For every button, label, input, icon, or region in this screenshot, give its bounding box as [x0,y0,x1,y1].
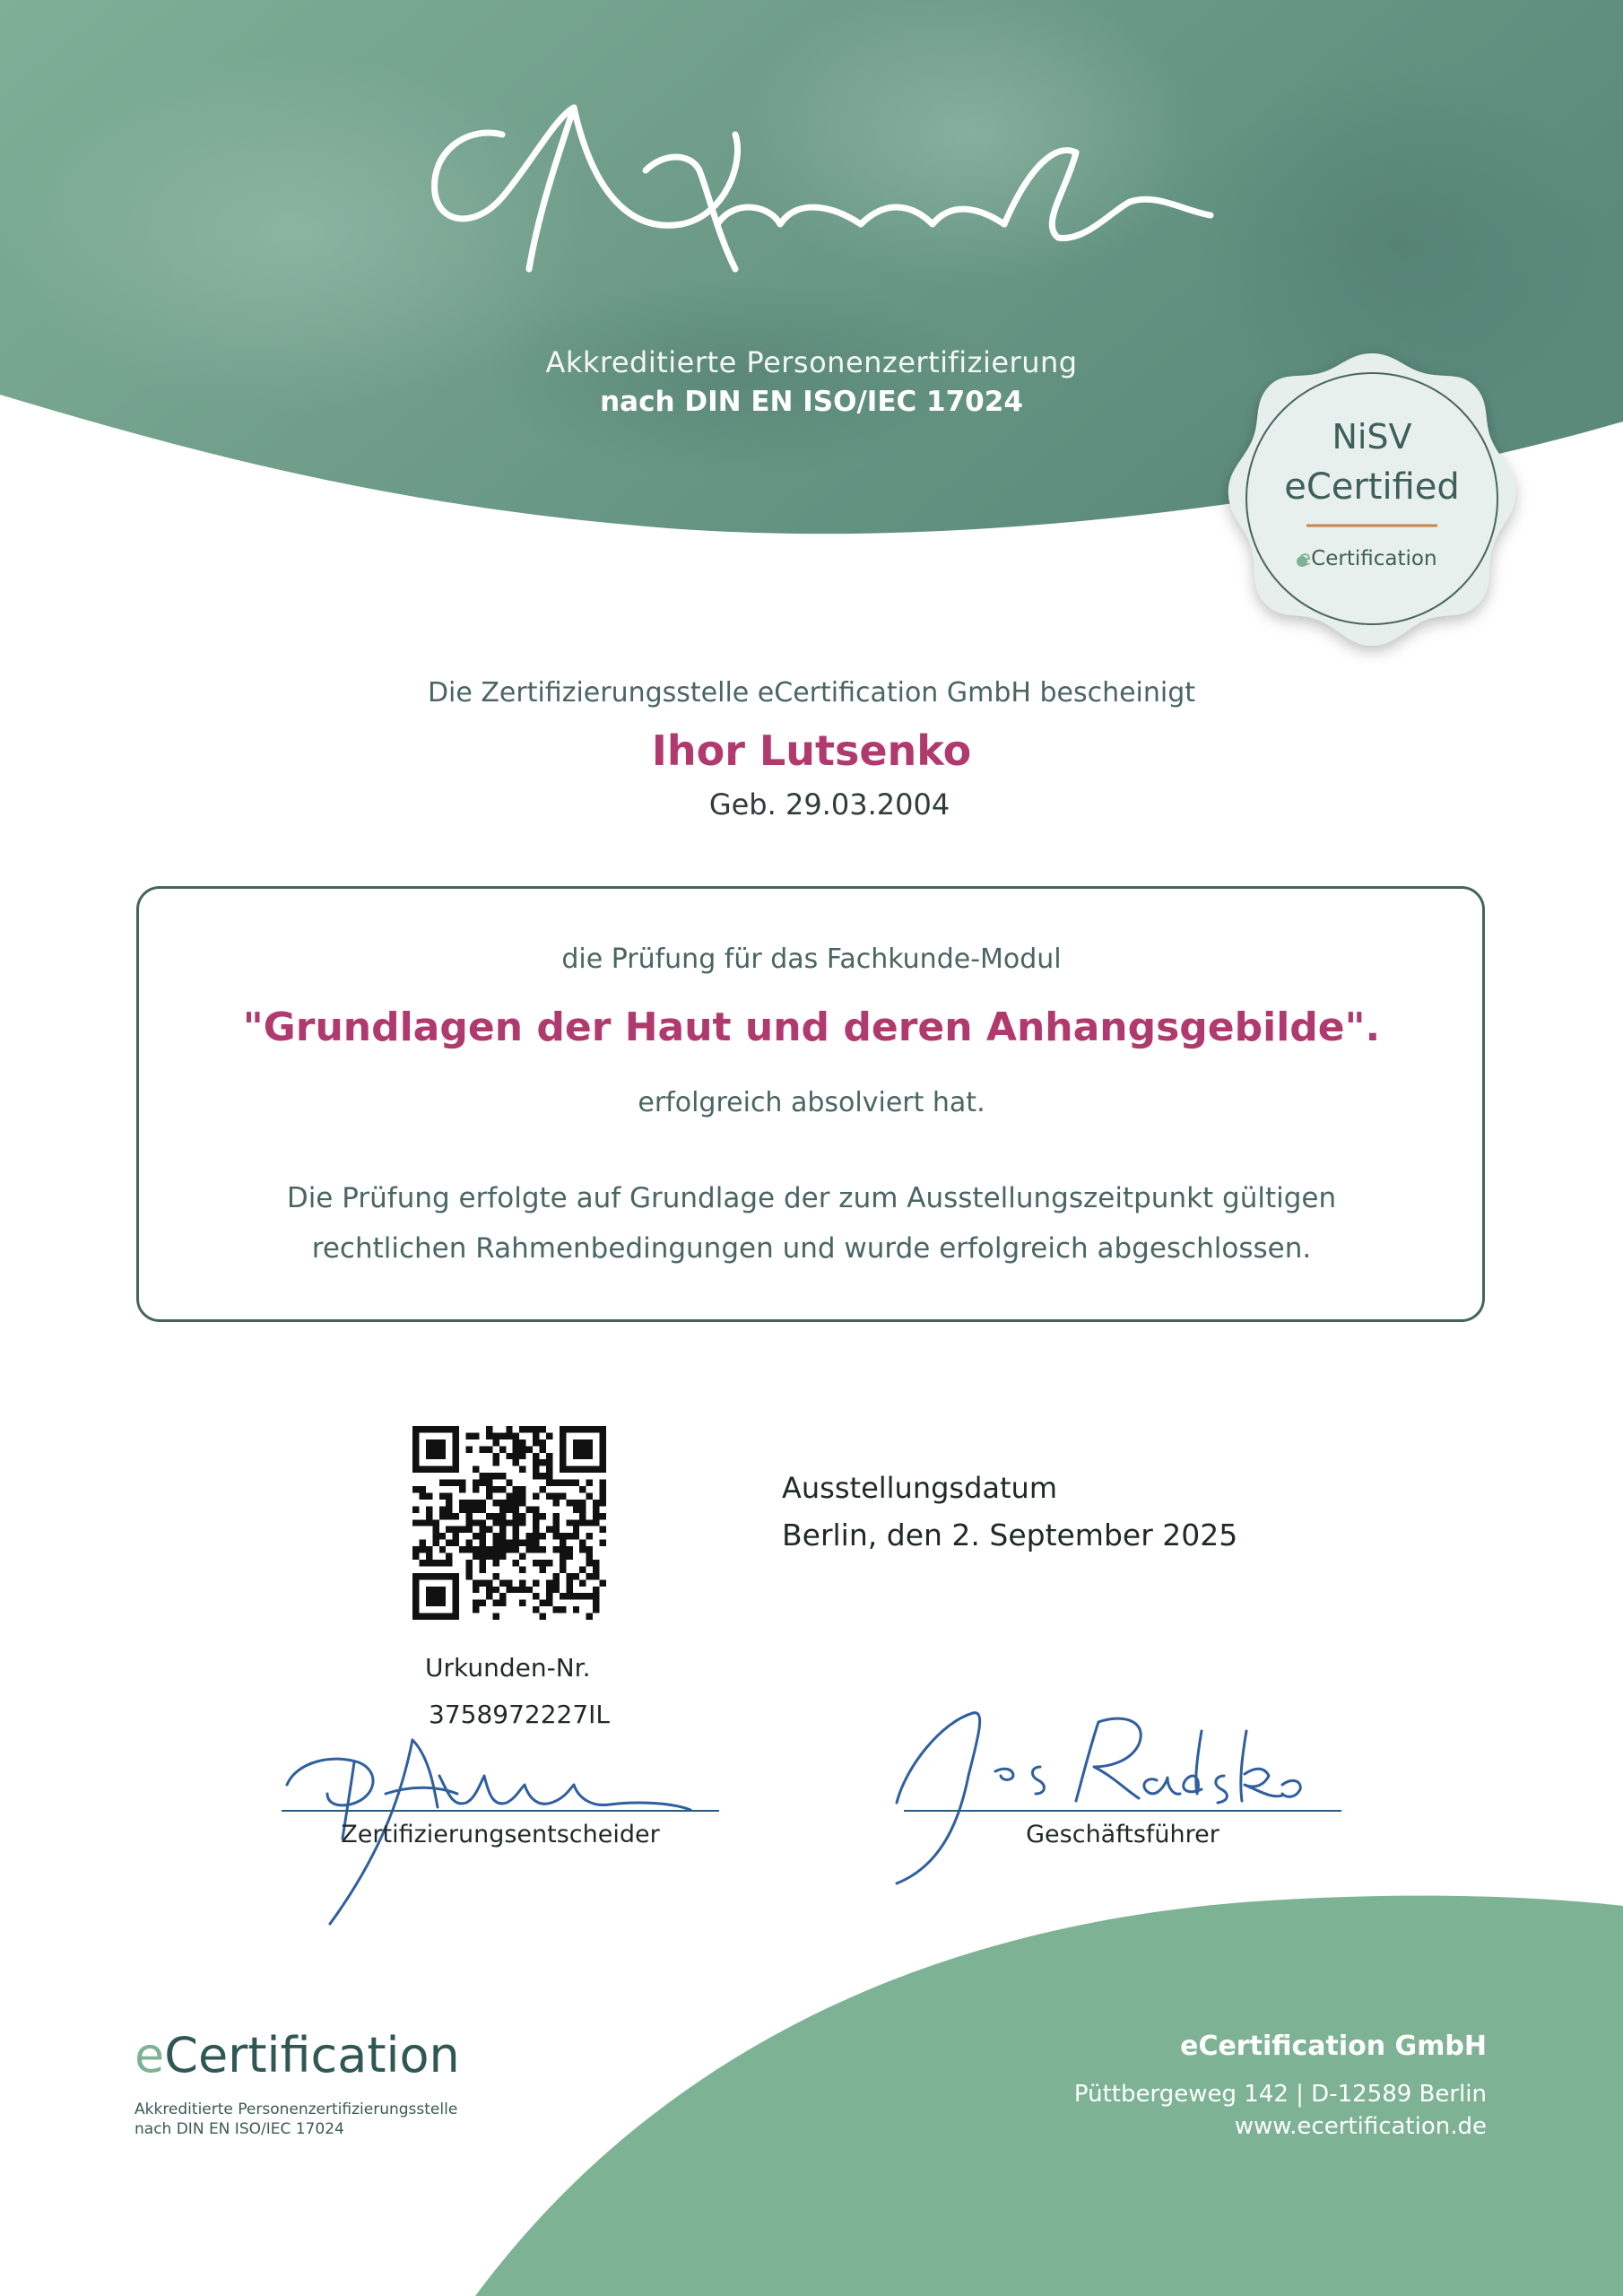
seal-brand-prefix: e [1298,547,1312,570]
exam-result: erfolgreich absolviert hat. [638,1087,985,1118]
accreditation-line: Akkreditierte Personenzertifizierung [545,345,1078,379]
issue-date-value: Berlin, den 2. September 2025 [782,1518,1238,1552]
exam-note-line1: Die Prüfung erfolgte auf Grundlage der zum Ausstellungszeitpunkt gültigen [286,1182,1337,1214]
logo-tagline-2: nach DIN EN ISO/IEC 17024 [135,2120,344,2138]
certificate-number-label: Urkunden-Nr. [425,1653,591,1683]
seal-brand-name: Certification [1311,547,1437,570]
footer-logo [135,2027,460,2083]
logo-prefix: e [135,2027,165,2083]
accreditation-standard: nach DIN EN ISO/IEC 17024 [600,386,1023,418]
issue-date-label: Ausstellungsdatum [782,1471,1057,1505]
signature-line-left [282,1810,719,1812]
seal-brand [1298,547,1437,570]
signature-line-right [904,1810,1341,1812]
company-website[interactable]: www.ecertification.de [1234,2113,1487,2140]
company-name: eCertification GmbH [1180,2031,1487,2062]
company-address: Püttbergeweg 142 | D-12589 Berlin [1073,2081,1487,2108]
seal-line1: NiSV [1332,417,1412,457]
signature-right [888,1695,1309,1892]
recipient-name: Ihor Lutsenko [651,726,972,775]
seal-line2: eCertified [1284,466,1460,508]
birth-date: Geb. 29.03.2004 [708,787,950,822]
exam-note-line2: rechtlichen Rahmenbedingungen und wurde erfolgreich abgeschlossen. [311,1232,1312,1265]
issuer-statement: Die Zertifizierungsstelle eCertification GmbH bescheinigt [427,677,1196,709]
exam-intro: die Prüfung für das Fachkunde-Modul [561,944,1062,975]
logo-wordmark: Certification [164,2027,460,2083]
qr-code [412,1426,606,1620]
module-title: "Grundlagen der Haut und deren Anhangsgebilde". [242,1004,1381,1050]
certificate-number: 3758972227IL [429,1700,611,1729]
signatory-role-right: Geschäftsführer [1026,1821,1219,1848]
signatory-role-left: Zertifizierungsentscheider [341,1821,660,1848]
logo-tagline-1: Akkreditierte Personenzertifizierungsstelle [135,2100,458,2118]
